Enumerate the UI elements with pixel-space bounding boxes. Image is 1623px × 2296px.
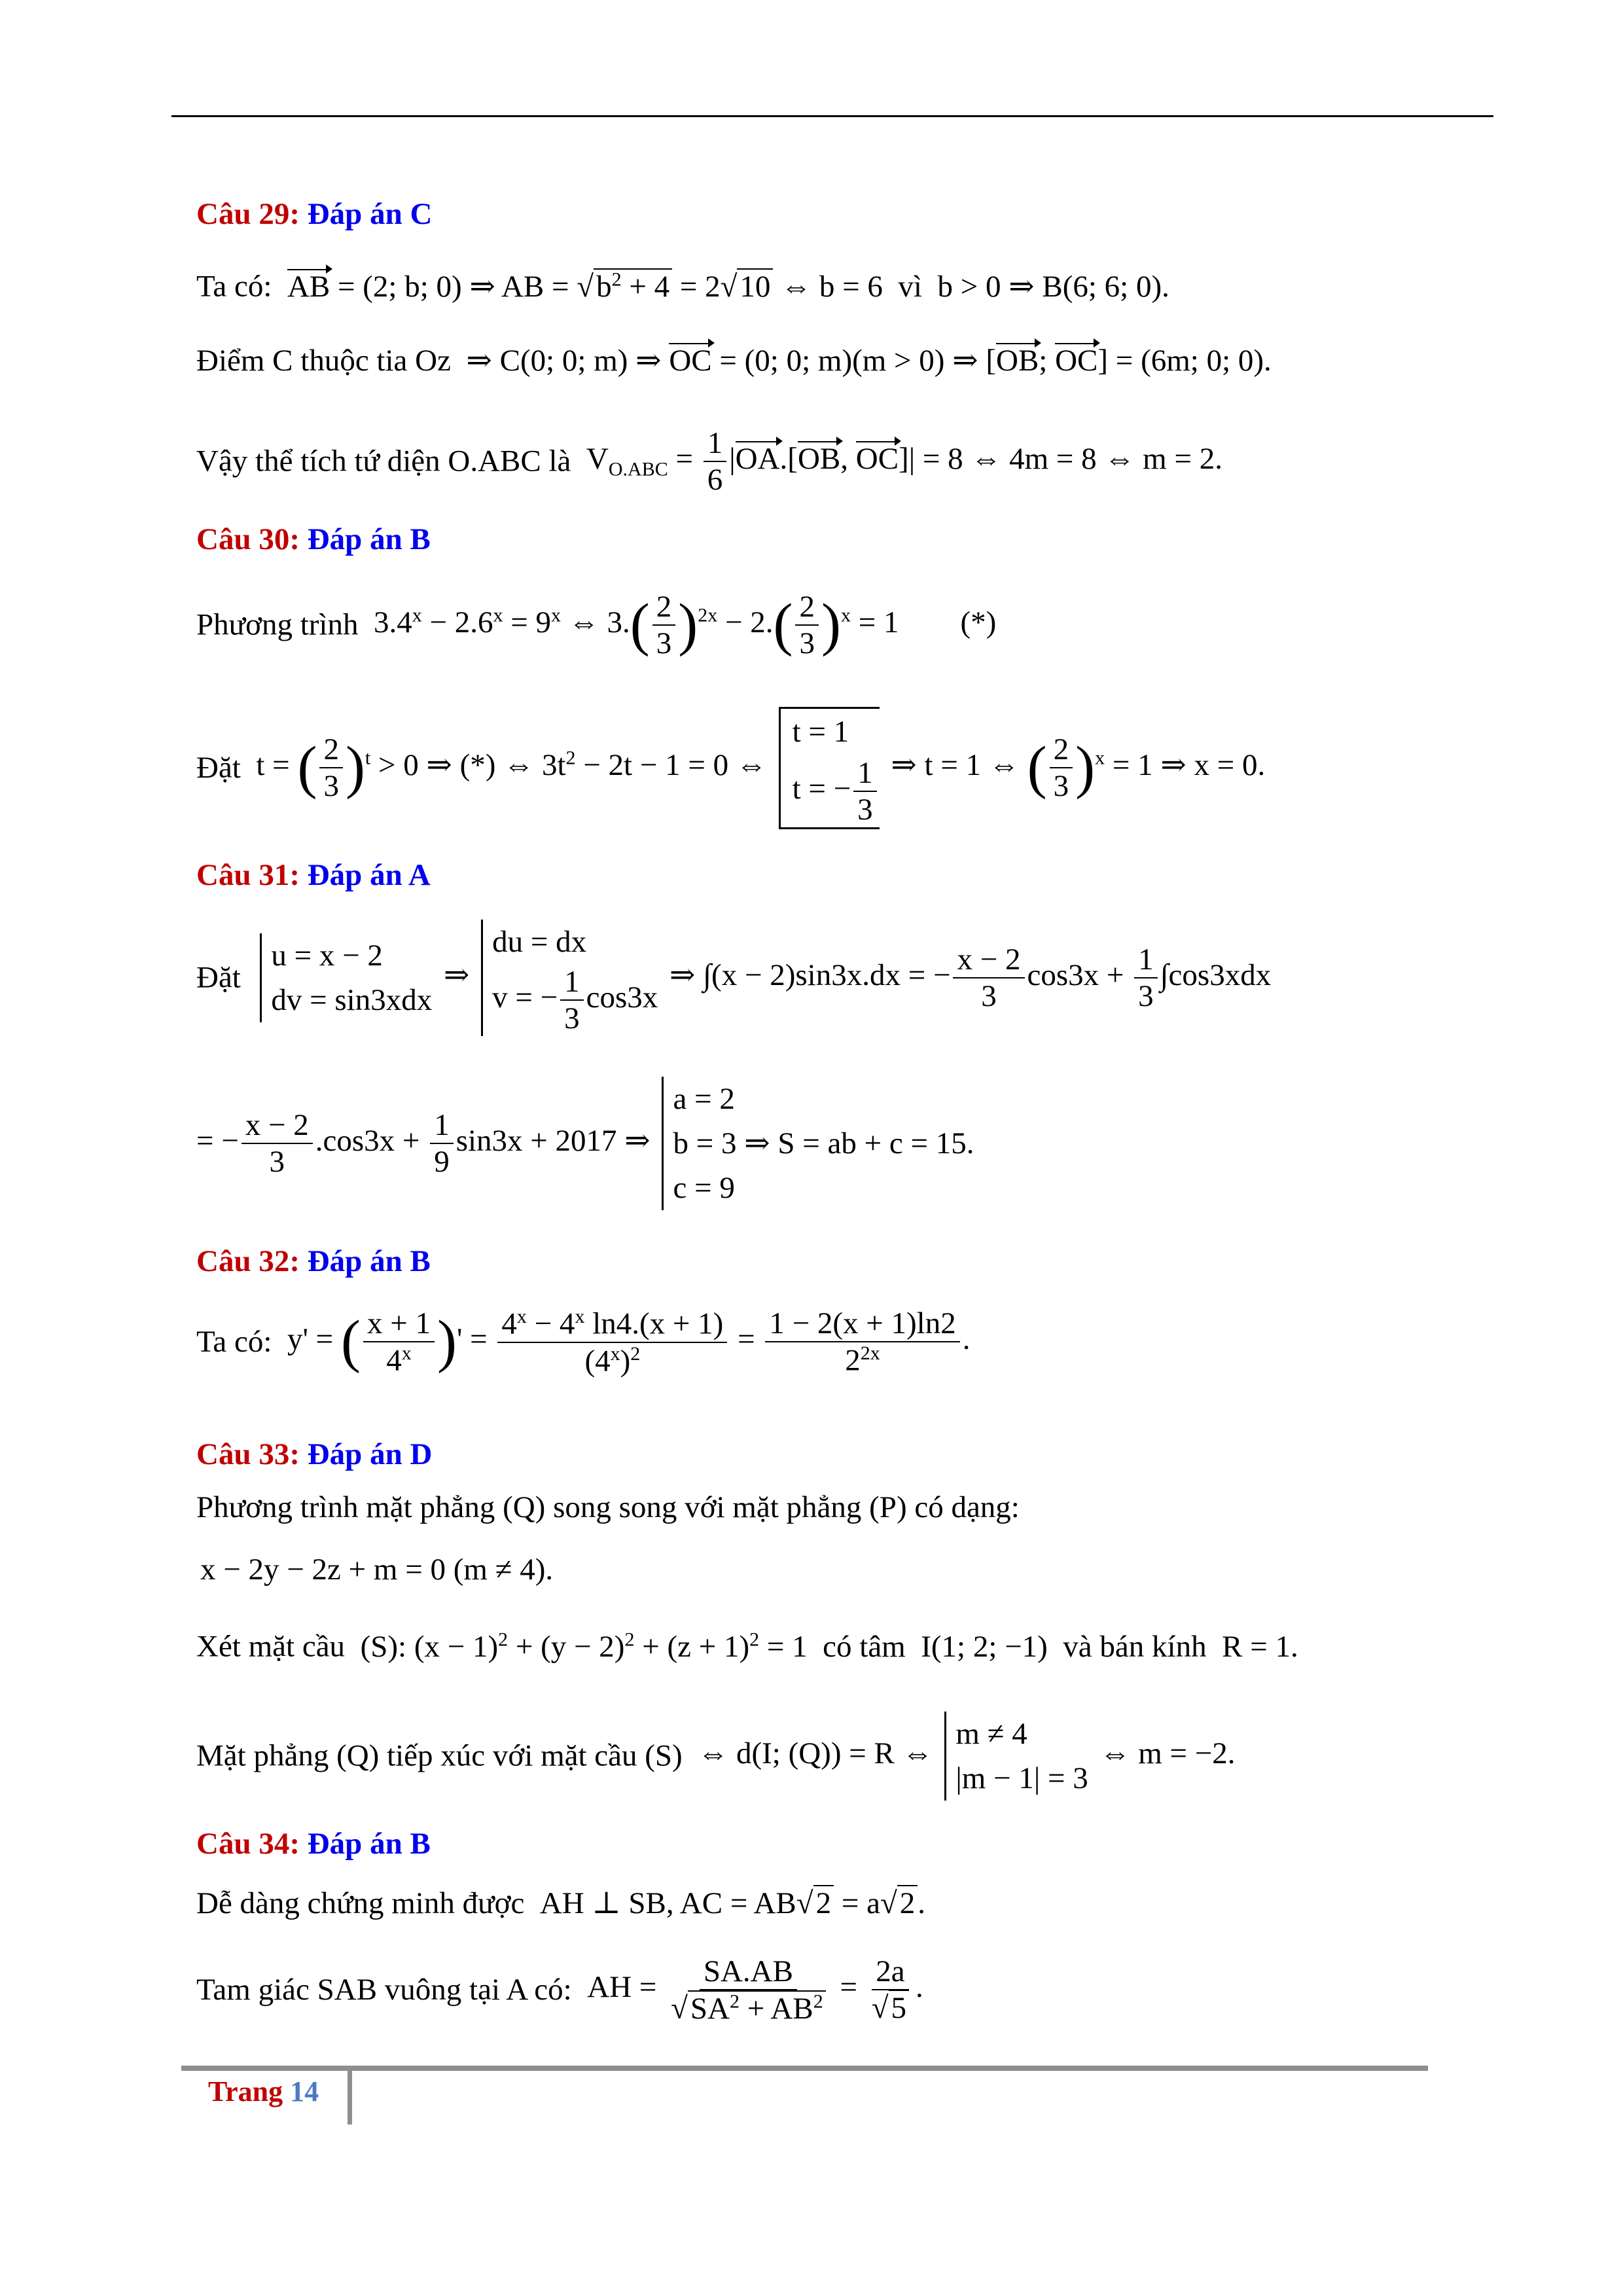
question-34-heading	[196, 1826, 431, 1861]
q34-line-2-text: Tam giác SAB vuông tại A có:	[196, 1972, 572, 2007]
q30-line-1-formula: $3.4^x - 2.6^x = 9^x$ ⇔ 3.( $\frac{2}{3}$ )$^{2x}$ − 2.( $\frac{2}{3}$ )$^x$ = 1 (*)	[366, 590, 997, 661]
page-footer	[208, 2075, 319, 2108]
question-number: Câu 32:	[196, 1244, 300, 1278]
question-29-heading	[196, 196, 432, 232]
q29-line-2	[196, 346, 1272, 376]
q33-line-4	[196, 1712, 1236, 1801]
answer-label: Đáp án B	[307, 1827, 431, 1861]
answer-label: Đáp án B	[307, 1244, 431, 1278]
q33-line-3	[196, 1630, 1298, 1662]
q29-line-3-formula: $V_{O.ABC}$ = $\frac{1}{6}$ |OA.[OB, OC]| = 8 ⇔ 4m = 8 ⇔ m = 2.	[579, 426, 1222, 497]
page-label: Trang	[208, 2075, 283, 2108]
question-number: Câu 33:	[196, 1437, 300, 1471]
q30-line-2	[196, 707, 1265, 829]
question-number: Câu 29:	[196, 197, 300, 231]
q29-line-2-text: Điểm C thuộc tia Oz	[196, 344, 451, 378]
answer-label: Đáp án C	[307, 197, 433, 231]
q30-line-1	[196, 589, 996, 661]
q30-line-2-text: Đặt	[196, 750, 241, 785]
question-33-heading	[196, 1437, 432, 1472]
answer-label: Đáp án D	[307, 1437, 433, 1471]
q33-line-3-formula: (S): $(x - 1)^2 + (y - 2)^2 + (z + 1)^2 = 1$ có tâm I(1; 2; −1) và bán kính R = 1.	[352, 1628, 1298, 1664]
q30-line-1-text: Phương trình	[196, 607, 359, 642]
q29-line-3	[196, 425, 1222, 497]
q29-line-1	[196, 270, 1169, 302]
q29-line-1-text: Ta có:	[196, 269, 272, 304]
q30-line-2-formula: t = ( $\frac{2}{3}$ )$^t$ > 0 ⇒ (*) ⇔ $3t^2 - 2t - 1 = 0$ ⇔ t = 1 t = − $\frac{1}{3}$ ⇒ t = 1 ⇔ ( $\frac{2}{3}$ )$^x$ = 1 ⇒ x = 0.	[249, 748, 1266, 782]
q31-line-2-formula: = − $\frac{x - 2}{3}$ .cos3x + $\frac{1}{9}$ sin3x + 2017 ⇒ a = 2 b = 3 ⇒ S = ab + c = 15. c = 9	[196, 1124, 978, 1158]
question-30-heading	[196, 522, 431, 557]
q33-line-4-text: Mặt phẳng (Q) tiếp xúc với mặt cầu (S)	[196, 1738, 683, 1773]
q29-line-2-formula: ⇒ C(0; 0; m) ⇒ OC = (0; 0; m)(m > 0) ⇒ [OB; OC] = (6m; 0; 0).	[458, 344, 1272, 378]
q31-line-1-text: Đặt	[196, 960, 241, 995]
q32-line-1	[196, 1306, 970, 1378]
q34-line-2-formula: AH = $\frac{SA.AB}{√SA^2 + AB^2}$ = $\frac{2a}{√5}$ .	[579, 1954, 923, 2026]
q29-line-3-text: Vậy thể tích tứ diện O.ABC là	[196, 444, 571, 478]
header-rule	[171, 115, 1493, 117]
question-number: Câu 30:	[196, 522, 300, 556]
question-number: Câu 31:	[196, 858, 300, 892]
q33-line-2	[200, 1554, 553, 1585]
answer-label: Đáp án B	[307, 522, 431, 556]
q33-line-3-text: Xét mặt cầu	[196, 1629, 346, 1664]
question-32-heading	[196, 1244, 431, 1279]
q32-line-1-formula: y' = ( $\frac{x + 1}{4^x}$ )' = $\frac{4^x - 4^x \ln 4.(x + 1)}{(4^x)^2}$ = $\frac{1 - 2(x + 1)\ln 2}{2^{2x}}$ .	[279, 1306, 971, 1378]
q33-line-1: Phương trình mặt phẳng (Q) song song với mặt phẳng (P) có dạng:	[196, 1490, 1020, 1524]
answer-label: Đáp án A	[307, 858, 431, 892]
q29-line-1-formula: AB = (2; b; 0) ⇒ AB = $√b^2 + 4 = 2√10$ ⇔ b = 6 vì b > 0 ⇒ B(6; 6; 0).	[287, 268, 1169, 304]
q34-line-1-formula: AH ⊥ SB, AC = AB√2 = a√2.	[532, 1886, 926, 1920]
q31-line-2	[196, 1077, 978, 1210]
footer-divider	[348, 2068, 352, 2125]
question-31-heading	[196, 857, 431, 893]
footer-rule	[181, 2066, 1428, 2071]
page-number: 14	[290, 2075, 319, 2108]
q31-line-1-formula: u = x − 2 dv = sin3xdx ⇒ du = dx v = − $\frac{1}{3}$ cos3x ⇒ ∫(x − 2)sin3x.dx = − $\frac{x - 2}{3}$ cos3x + $\frac{1}{3}$ ∫cos3xdx	[249, 958, 1272, 992]
q34-line-1	[196, 1888, 925, 1919]
q31-line-1	[196, 920, 1271, 1036]
q33-line-2-formula: x − 2y − 2z + m = 0 (m ≠ 4).	[200, 1552, 554, 1587]
q33-line-4-formula: ⇔ d(I; (Q)) = R ⇔ m ≠ 4 |m − 1| = 3 ⇔ m = −2.	[690, 1736, 1235, 1770]
q32-line-1-text: Ta có:	[196, 1325, 272, 1359]
q34-line-1-text: Dễ dàng chứng minh được	[196, 1886, 525, 1920]
question-number: Câu 34:	[196, 1827, 300, 1861]
q34-line-2	[196, 1954, 923, 2026]
